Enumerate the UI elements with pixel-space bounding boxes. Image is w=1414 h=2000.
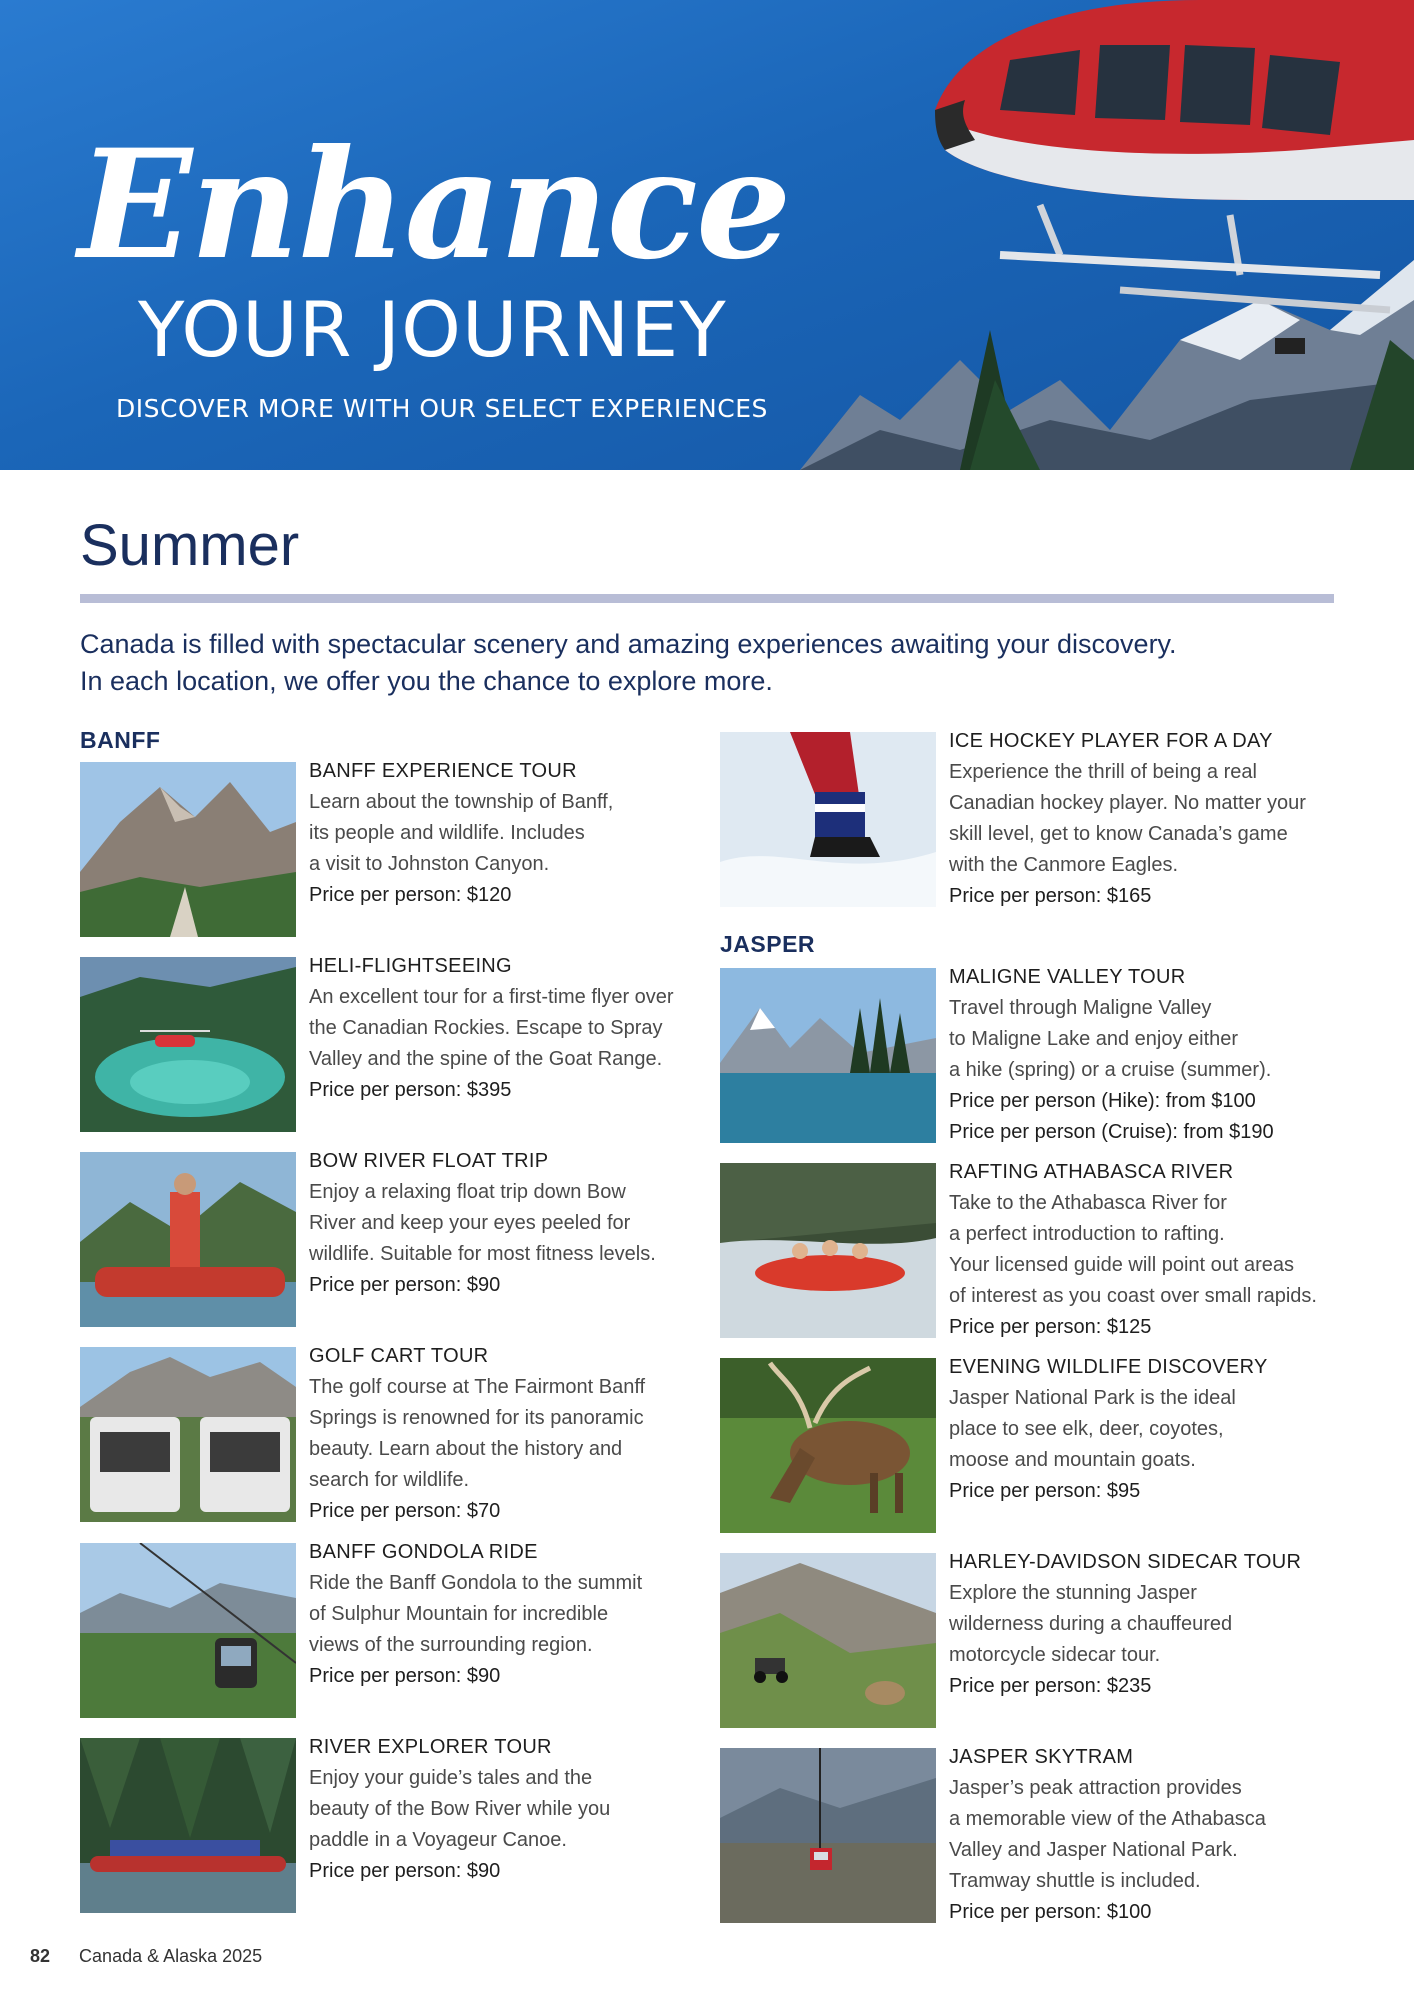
tour-desc-line: of Sulphur Mountain for incredible [309,1603,609,1625]
tour-desc-line: views of the surrounding region. [309,1634,593,1656]
tour-name: BANFF GONDOLA RIDE [309,1541,538,1563]
tour-desc-line: the Canadian Rockies. Escape to Spray [309,1017,663,1039]
page-number: 82 [30,1946,51,1966]
tour-desc-line: motorcycle sidecar tour. [949,1644,1161,1666]
tour-price: Price per person: $95 [949,1480,1141,1502]
tour-price: Price per person: $90 [309,1665,501,1687]
tour-photo-helicopter-lake [80,957,296,1132]
tour-desc-line: Ride the Banff Gondola to the summit [309,1572,643,1594]
tour-desc-line: Jasper’s peak attraction provides [949,1777,1242,1799]
tour-desc-line: Enjoy your guide’s tales and the [309,1767,593,1789]
tour-text [949,726,1349,912]
tour-text [949,962,1349,1148]
tour-desc-line: to Maligne Lake and enjoy either [949,1028,1239,1050]
tour-text [309,1341,709,1527]
tour-photo-skytram [720,1748,936,1923]
tour-photo-banff-town [80,762,296,937]
tour-text [949,1352,1349,1507]
tour-price-hike: Price per person (Hike): from $100 [949,1090,1256,1112]
tour-desc-line: Canadian hockey player. No matter your [949,792,1306,814]
tour-desc-line: with the Canmore Eagles. [949,854,1179,876]
tour-desc-line: of interest as you coast over small rapids. [949,1285,1317,1307]
tour-text [949,1742,1349,1928]
tour-desc-line: a perfect introduction to rafting. [949,1223,1225,1245]
tour-photo-hockey-skate [720,732,936,907]
tour-text [309,1732,709,1887]
tour-desc-line: Jasper National Park is the ideal [949,1387,1236,1409]
tour-desc-line: a visit to Johnston Canyon. [309,853,550,875]
section-divider [80,594,1334,603]
tour-text [309,1146,709,1301]
tour-price: Price per person: $90 [309,1274,501,1296]
tour-desc-line: search for wildlife. [309,1469,470,1491]
tour-desc-line: River and keep your eyes peeled for [309,1212,631,1234]
region-label-jasper: JASPER [720,931,816,957]
tour-text [949,1157,1349,1343]
tour-desc-line: Experience the thrill of being a real [949,761,1257,783]
tour-text [309,951,709,1106]
tour-price: Price per person: $235 [949,1675,1152,1697]
tour-name: BOW RIVER FLOAT TRIP [309,1150,549,1172]
tour-desc-line: place to see elk, deer, coyotes, [949,1418,1224,1440]
tour-photo-golf-carts [80,1347,296,1522]
tour-desc-line: The golf course at The Fairmont Banff [309,1376,646,1398]
tour-photo-sidecar [720,1553,936,1728]
tour-name: JASPER SKYTRAM [949,1746,1134,1768]
intro-text [80,626,1340,700]
tour-price: Price per person: $100 [949,1901,1152,1923]
tour-photo-voyageur-canoe [80,1738,296,1913]
tour-desc-line: Learn about the township of Banff, [309,791,614,813]
publication-title: Canada & Alaska 2025 [79,1946,263,1966]
tour-desc-line: paddle in a Voyageur Canoe. [309,1829,567,1851]
tour-text [309,1537,709,1692]
tour-name: HARLEY-DAVIDSON SIDECAR TOUR [949,1551,1302,1573]
tour-price-cruise: Price per person (Cruise): from $190 [949,1121,1274,1143]
tour-price: Price per person: $120 [309,884,512,906]
tour-desc-line: a memorable view of the Athabasca [949,1808,1266,1830]
tour-desc-line: Take to the Athabasca River for [949,1192,1227,1214]
tour-name: RIVER EXPLORER TOUR [309,1736,552,1758]
tour-price: Price per person: $165 [949,885,1152,907]
tour-price: Price per person: $125 [949,1316,1152,1338]
tour-desc-line: moose and mountain goats. [949,1449,1196,1471]
intro-line-1: Canada is filled with spectacular scenery and amazing experiences awaiting your discovery. [80,629,1177,659]
tour-name: HELI-FLIGHTSEEING [309,955,512,977]
tour-desc-line: Enjoy a relaxing float trip down Bow [309,1181,626,1203]
hero-subtitle: DISCOVER MORE WITH OUR SELECT EXPERIENCES [116,394,768,423]
tour-name: RAFTING ATHABASCA RIVER [949,1161,1234,1183]
tour-desc-line: Explore the stunning Jasper [949,1582,1197,1604]
intro-line-2: In each location, we offer you the chance to explore more. [80,666,773,696]
tour-desc-line: Valley and the spine of the Goat Range. [309,1048,663,1070]
tour-desc-line: Travel through Maligne Valley [949,997,1212,1019]
region-label-banff: BANFF [80,727,161,753]
tour-photo-maligne-lake [720,968,936,1143]
tour-price: Price per person: $70 [309,1500,501,1522]
tour-desc-line: An excellent tour for a first-time flyer over [309,986,674,1008]
tour-name: ICE HOCKEY PLAYER FOR A DAY [949,730,1273,752]
hero-title: YOUR JOURNEY [138,285,727,374]
tour-desc-line: Your licensed guide will point out areas [949,1254,1295,1276]
tour-name: EVENING WILDLIFE DISCOVERY [949,1356,1268,1378]
tour-photo-elk [720,1358,936,1533]
tour-desc-line: wilderness during a chauffeured [949,1613,1233,1635]
tour-text [309,756,709,911]
tour-desc-line: its people and wildlife. Includes [309,822,585,844]
tour-name: BANFF EXPERIENCE TOUR [309,760,577,782]
tour-photo-raft-float [80,1152,296,1327]
tour-name: MALIGNE VALLEY TOUR [949,966,1186,988]
tour-desc-line: beauty. Learn about the history and [309,1438,623,1460]
tour-photo-gondola [80,1543,296,1718]
season-title: Summer [80,513,300,578]
tour-desc-line: Tramway shuttle is included. [949,1870,1201,1892]
tour-price: Price per person: $90 [309,1860,501,1882]
tour-desc-line: Valley and Jasper National Park. [949,1839,1238,1861]
hero-banner [0,0,1414,470]
tour-desc-line: a hike (spring) or a cruise (summer). [949,1059,1272,1081]
tour-text [949,1547,1349,1702]
page-footer [30,1946,262,1967]
tour-desc-line: wildlife. Suitable for most fitness levels. [309,1243,656,1265]
tour-desc-line: Springs is renowned for its panoramic [309,1407,644,1429]
tour-name: GOLF CART TOUR [309,1345,489,1367]
tour-desc-line: beauty of the Bow River while you [309,1798,611,1820]
tour-price: Price per person: $395 [309,1079,512,1101]
hero-script-title: Enhance [78,117,790,293]
tour-desc-line: skill level, get to know Canada’s game [949,823,1288,845]
tour-photo-rafting [720,1163,936,1338]
